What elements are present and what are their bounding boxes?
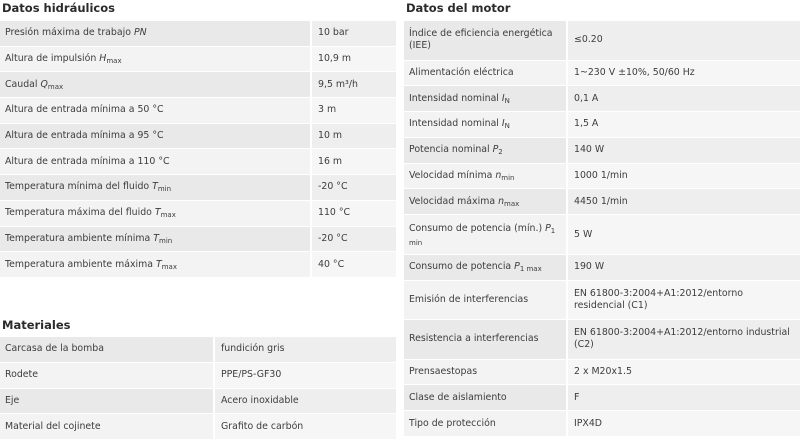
spec-label: Consumo de potencia $P_{1 max}$	[404, 255, 568, 281]
table-row	[404, 61, 800, 87]
motor-data-table	[404, 21, 800, 437]
table-row	[0, 227, 396, 253]
spec-label: Clase de aislamiento	[404, 385, 568, 411]
table-row	[404, 112, 800, 138]
spec-value: EN 61800-3:2004+A1:2012/entorno industrial (C2)	[568, 320, 800, 360]
spec-label: Prensaestopas	[404, 360, 568, 386]
spec-label: Consumo de potencia (mín.) $P_{1 min}$	[404, 215, 568, 255]
table-row	[404, 360, 800, 386]
spec-value: 10 m	[312, 124, 396, 150]
table-row	[0, 47, 396, 73]
spec-label: Material del cojinete	[0, 414, 215, 440]
table-row	[404, 189, 800, 215]
table-row	[0, 149, 396, 175]
table-row	[404, 320, 800, 360]
spec-value: PPE/PS-GF30	[215, 363, 396, 389]
spec-value: 0,1 A	[568, 86, 800, 112]
spec-label: Temperatura mínima del fluido $T_{min}$	[0, 175, 312, 201]
spec-value: 16 m	[312, 149, 396, 175]
spec-value: 2 x M20x1.5	[568, 360, 800, 386]
table-row	[0, 175, 396, 201]
spec-label: Alimentación eléctrica	[404, 61, 568, 87]
table-row	[0, 124, 396, 150]
table-row	[0, 414, 396, 440]
spec-label: Altura de entrada mínima a 110 °C	[0, 149, 312, 175]
spec-value: 1,5 A	[568, 112, 800, 138]
table-row	[404, 21, 800, 61]
spec-value: -20 °C	[312, 227, 396, 253]
spec-label: Intensidad nominal $I_N$	[404, 112, 568, 138]
spec-label: Potencia nominal $P_2$	[404, 138, 568, 164]
spec-label: Tipo de protección	[404, 411, 568, 437]
spec-label: Velocidad mínima $n_{min}$	[404, 164, 568, 190]
spec-value: 3 m	[312, 98, 396, 124]
table-row	[404, 215, 800, 255]
hydraulic-section-title: Datos hidráulicos	[2, 1, 115, 15]
table-row	[404, 385, 800, 411]
table-row	[0, 201, 396, 227]
spec-label: Velocidad máxima $n_{max}$	[404, 189, 568, 215]
spec-value: F	[568, 385, 800, 411]
spec-value: 140 W	[568, 138, 800, 164]
spec-value: fundición gris	[215, 337, 396, 363]
table-row	[0, 389, 396, 415]
spec-label: Temperatura ambiente mínima $T_{min}$	[0, 227, 312, 253]
table-row	[0, 337, 396, 363]
table-row	[404, 86, 800, 112]
table-row	[404, 281, 800, 321]
hydraulic-data-table	[0, 21, 396, 278]
motor-section-title: Datos del motor	[406, 1, 511, 15]
table-row	[0, 72, 396, 98]
spec-value: 190 W	[568, 255, 800, 281]
spec-label: Temperatura ambiente máxima $T_{max}$	[0, 252, 312, 278]
spec-label: Intensidad nominal $I_N$	[404, 86, 568, 112]
spec-value: 5 W	[568, 215, 800, 255]
table-row	[404, 255, 800, 281]
table-row	[0, 21, 396, 47]
spec-value: 1000 1/min	[568, 164, 800, 190]
materials-table	[0, 337, 396, 440]
spec-label: Resistencia a interferencias	[404, 320, 568, 360]
spec-value: 40 °C	[312, 252, 396, 278]
spec-label: Índice de eficiencia energética (IEE)	[404, 21, 568, 61]
table-row	[404, 411, 800, 437]
spec-value: -20 °C	[312, 175, 396, 201]
table-row	[404, 138, 800, 164]
spec-value: IPX4D	[568, 411, 800, 437]
spec-value: 10 bar	[312, 21, 396, 47]
spec-value: 110 °C	[312, 201, 396, 227]
spec-label: Rodete	[0, 363, 215, 389]
spec-value: EN 61800-3:2004+A1:2012/entorno residencial (C1)	[568, 281, 800, 321]
spec-label: Emisión de interferencias	[404, 281, 568, 321]
materials-section-title: Materiales	[2, 318, 71, 332]
table-row	[404, 164, 800, 190]
spec-label: Caudal $Q_{max}$	[0, 72, 312, 98]
spec-value: Grafito de carbón	[215, 414, 396, 440]
spec-label: Altura de entrada mínima a 95 °C	[0, 124, 312, 150]
spec-value: 10,9 m	[312, 47, 396, 73]
table-row	[0, 252, 396, 278]
table-row	[0, 363, 396, 389]
spec-value: ≤0.20	[568, 21, 800, 61]
spec-label: Temperatura máxima del fluido $T_{max}$	[0, 201, 312, 227]
spec-value: 4450 1/min	[568, 189, 800, 215]
spec-label: Altura de entrada mínima a 50 °C	[0, 98, 312, 124]
spec-label: Carcasa de la bomba	[0, 337, 215, 363]
table-row	[0, 98, 396, 124]
spec-label: Presión máxima de trabajo PN	[0, 21, 312, 47]
spec-label: Altura de impulsión $H_{max}$	[0, 47, 312, 73]
spec-value: 9,5 m³/h	[312, 72, 396, 98]
spec-value: Acero inoxidable	[215, 389, 396, 415]
spec-label: Eje	[0, 389, 215, 415]
spec-value: 1~230 V ±10%, 50/60 Hz	[568, 61, 800, 87]
